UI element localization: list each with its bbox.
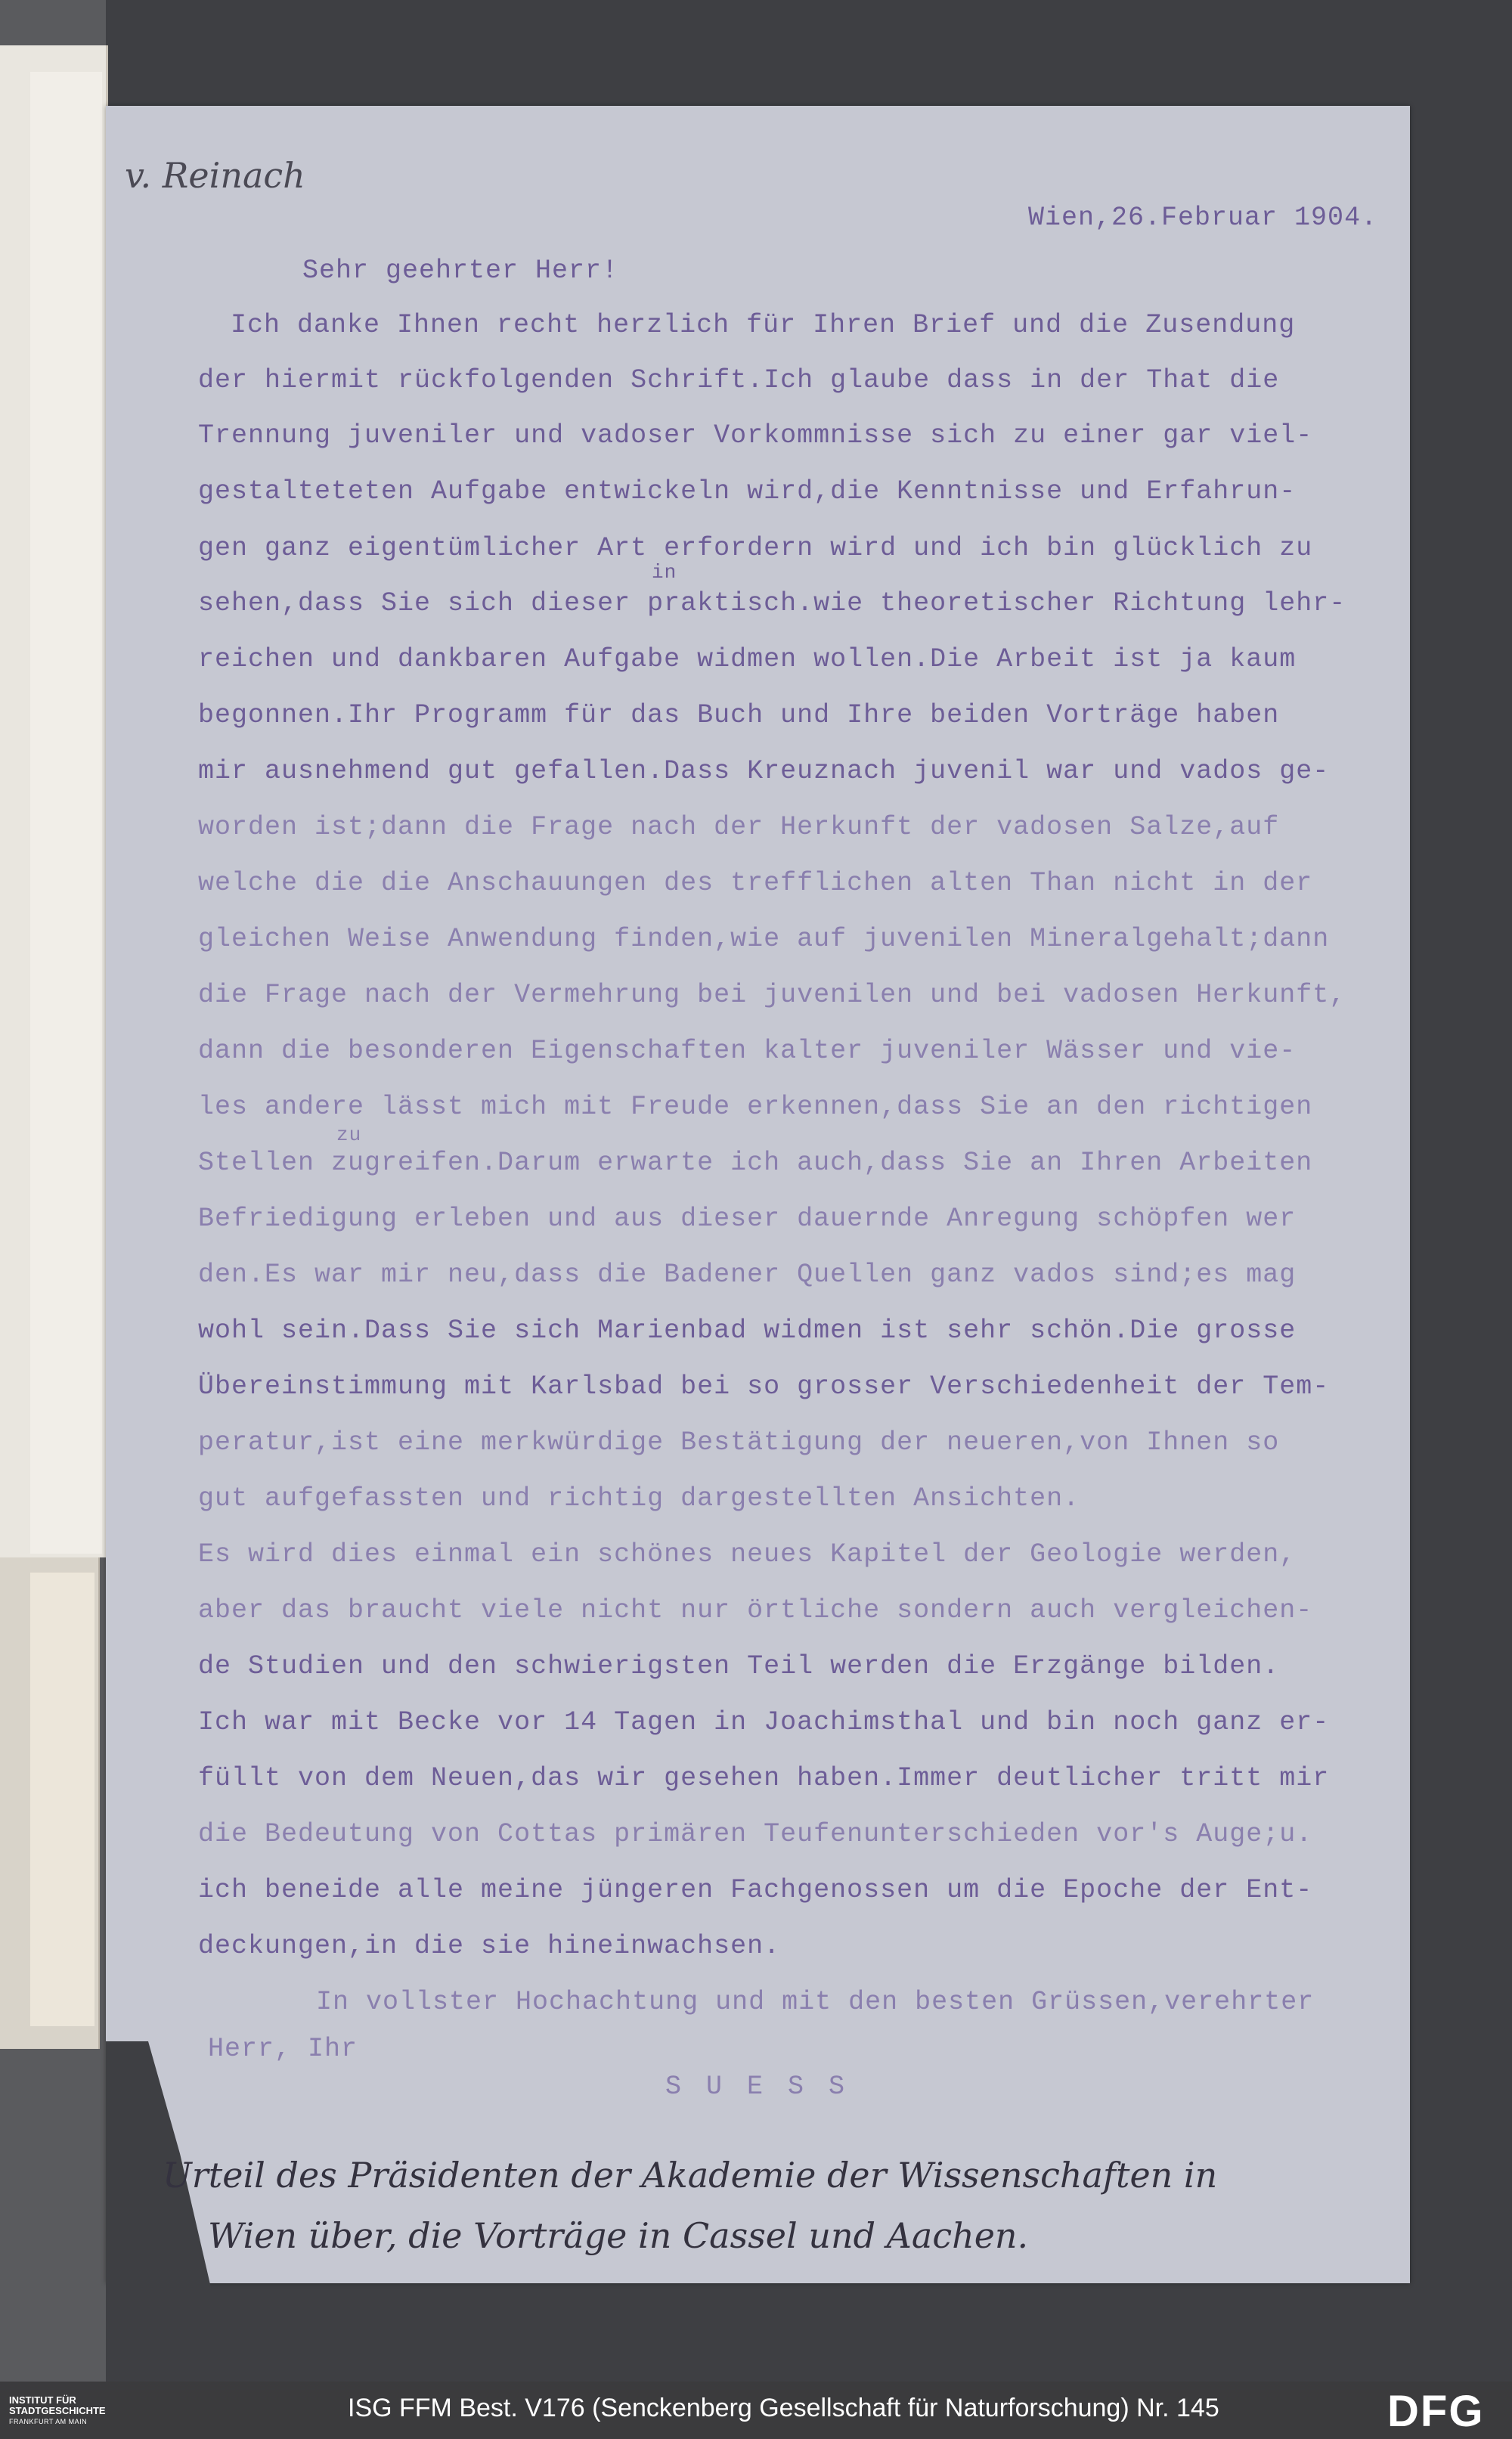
body-line: den.Es war mir neu,dass die Badener Quellen ganz vados sind;es mag	[198, 1260, 1297, 1290]
closing-line-1: In vollster Hochachtung und mit den besten Grüssen,verehrter	[316, 1987, 1315, 2017]
body-line: die Bedeutung von Cottas primären Teufenunterschieden vor's Auge;u.	[198, 1819, 1313, 1849]
interlinear-insertion-in: in	[652, 561, 677, 584]
body-line: sehen,dass Sie sich dieser praktisch.wie theoretischer Richtung lehr-	[198, 588, 1346, 618]
body-line: gleichen Weise Anwendung finden,wie auf juvenilen Mineralgehalt;dann	[198, 924, 1330, 954]
body-line: Ich danke Ihnen recht herzlich für Ihren Brief und die Zusendung	[231, 310, 1296, 340]
letter-salutation: Sehr geehrter Herr!	[302, 256, 619, 286]
body-line: worden ist;dann die Frage nach der Herkunft der vadosen Salze,auf	[198, 812, 1280, 842]
interlinear-insertion-zu: zu	[336, 1123, 362, 1146]
institution-line-2: STADTGESCHICHTE	[9, 2405, 106, 2416]
institution-line-3: FRANKFURT AM MAIN	[9, 2418, 88, 2425]
body-line: deckungen,in die sie hineinwachsen.	[198, 1931, 781, 1961]
body-line: welche die die Anschauungen des trefflichen alten Than nicht in der	[198, 868, 1313, 898]
folder-inner-sheet	[30, 72, 102, 1554]
body-line: wohl sein.Dass Sie sich Marienbad widmen ist sehr schön.Die grosse	[198, 1316, 1297, 1346]
body-line: reichen und dankbaren Aufgabe widmen wollen.Die Arbeit ist ja kaum	[198, 644, 1297, 674]
body-line: begonnen.Ihr Programm für das Buch und Ihre beiden Vorträge haben	[198, 700, 1280, 730]
institution-line-1: INSTITUT FÜR	[9, 2394, 76, 2406]
signature: S U E S S	[665, 2072, 850, 2102]
handwritten-annotation-top: v. Reinach	[125, 155, 305, 196]
body-line: Befriedigung erleben und aus dieser dauernde Anregung schöpfen wer	[198, 1204, 1297, 1234]
body-line: Stellen zugreifen.Darum erwarte ich auch,dass Sie an Ihren Arbeiten	[198, 1148, 1313, 1178]
body-line: de Studien und den schwierigsten Teil werden die Erzgänge bilden.	[198, 1651, 1280, 1681]
handwritten-note-line-1: Urteil des Präsidenten der Akademie der Wissenschaften in	[163, 2155, 1218, 2196]
handwritten-note-line-2: Wien über, die Vorträge in Cassel und Aachen.	[208, 2215, 1029, 2256]
body-line: gut aufgefassten und richtig dargestellten Ansichten.	[198, 1483, 1080, 1514]
closing-line-2: Herr, Ihr	[208, 2034, 358, 2064]
letter-date: Wien,26.Februar 1904.	[1028, 203, 1378, 233]
archive-caption: ISG FFM Best. V176 (Senckenberg Gesellschaft für Naturforschung) Nr. 145	[348, 2394, 1219, 2422]
body-line: füllt von dem Neuen,das wir gesehen haben.Immer deutlicher tritt mir	[198, 1763, 1330, 1793]
body-line: der hiermit rückfolgenden Schrift.Ich glaube dass in der That die	[198, 365, 1280, 395]
body-line: mir ausnehmend gut gefallen.Dass Kreuznach juvenil war und vados ge-	[198, 756, 1330, 786]
body-line: Übereinstimmung mit Karlsbad bei so grosser Verschiedenheit der Tem-	[198, 1371, 1330, 1402]
dfg-logo: DFG	[1387, 2387, 1485, 2436]
institution-logo	[9, 2395, 145, 2427]
folder-tab-inner	[30, 1573, 94, 2026]
body-line: die Frage nach der Vermehrung bei juvenilen und bei vadosen Herkunft,	[198, 980, 1346, 1010]
body-line: les andere lässt mich mit Freude erkennen,dass Sie an den richtigen	[198, 1092, 1313, 1122]
body-line: peratur,ist eine merkwürdige Bestätigung der neueren,von Ihnen so	[198, 1427, 1280, 1458]
body-line: aber das braucht viele nicht nur örtliche sondern auch vergleichen-	[198, 1595, 1313, 1625]
body-line: Es wird dies einmal ein schönes neues Kapitel der Geologie werden,	[198, 1539, 1297, 1570]
body-line: Ich war mit Becke vor 14 Tagen in Joachimsthal und bin noch ganz er-	[198, 1707, 1330, 1737]
body-line: ich beneide alle meine jüngeren Fachgenossen um die Epoche der Ent-	[198, 1875, 1313, 1905]
body-line: gen ganz eigentümlicher Art erfordern wird und ich bin glücklich zu	[198, 533, 1313, 563]
body-line: Trennung juveniler und vadoser Vorkommnisse sich zu einer gar viel-	[198, 420, 1313, 451]
body-line: dann die besonderen Eigenschaften kalter juveniler Wässer und vie-	[198, 1036, 1297, 1066]
body-line: gestalteteten Aufgabe entwickeln wird,die Kenntnisse und Erfahrun-	[198, 476, 1297, 507]
